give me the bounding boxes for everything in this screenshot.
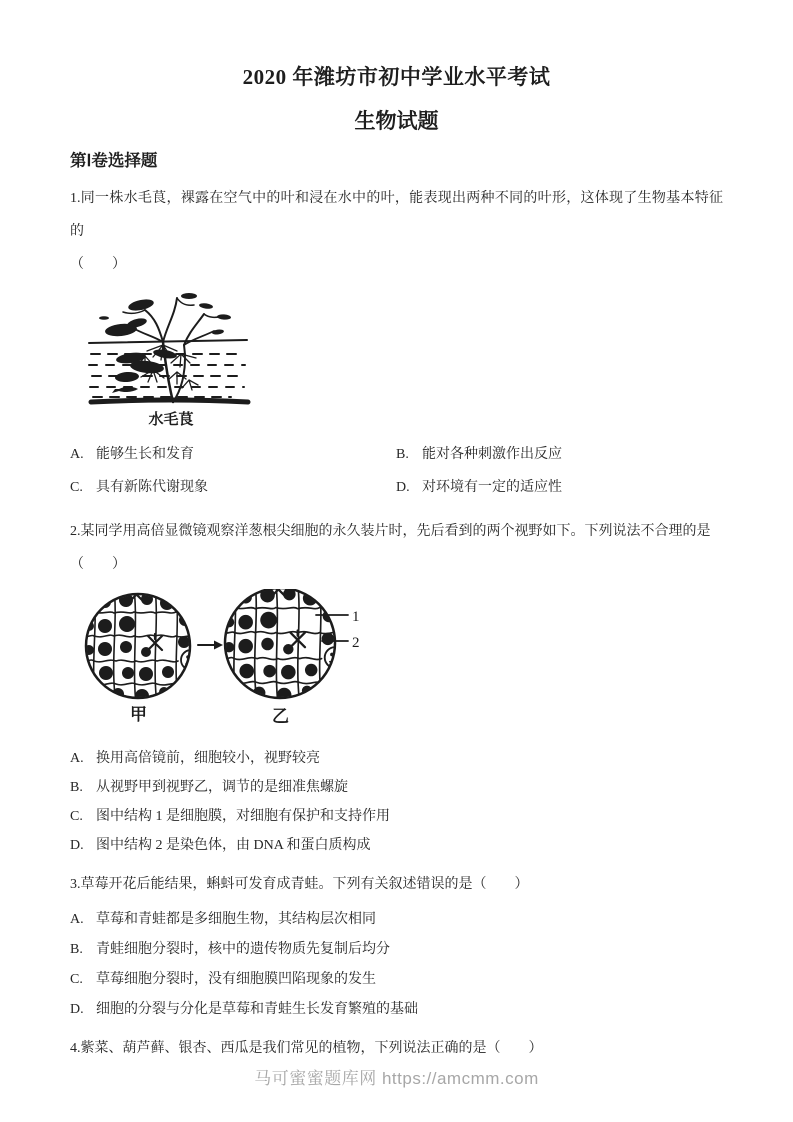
option-c-label: C.	[70, 809, 83, 824]
question-2-figure	[82, 589, 384, 731]
question-3-stem: 3.草莓开花后能结果，蝌蚪可发育成青蛙。下列有关叙述错误的是（ ）	[70, 877, 529, 892]
view-jia-label: 甲	[130, 705, 147, 724]
option-a	[70, 438, 396, 471]
question-2-answer-blank: （ ）	[70, 557, 126, 572]
question-1-answer-blank: （ ）	[70, 257, 126, 272]
view-yi-label: 乙	[272, 707, 289, 726]
option-a	[70, 744, 723, 773]
option-b	[70, 935, 723, 965]
question-2-options	[70, 744, 723, 860]
option-d	[70, 831, 723, 860]
watermark-footer: 马可蜜蜜题库网 https://amcmm.com	[254, 1069, 539, 1088]
section-heading: 第Ⅰ卷选择题	[70, 151, 158, 170]
option-b-label: B.	[396, 447, 409, 462]
option-a-text: 换用高倍镜前，细胞较小，视野较亮	[96, 751, 320, 766]
option-b	[70, 773, 723, 802]
option-b-label: B.	[70, 942, 83, 957]
structure-2-label: 2	[352, 635, 360, 651]
option-a	[70, 905, 723, 935]
option-a-label: A.	[70, 912, 84, 927]
option-c-label: C.	[70, 480, 83, 495]
microscope-views-illustration	[82, 589, 384, 726]
option-c-text: 图中结构 1 是细胞膜，对细胞有保护和支持作用	[96, 809, 390, 824]
question-4-stem: 4.紫菜、葫芦藓、银杏、西瓜是我们常见的植物，下列说法正确的是（ ）	[70, 1041, 543, 1056]
option-b-label: B.	[70, 780, 83, 795]
option-c	[70, 471, 396, 504]
option-d-text: 对环境有一定的适应性	[422, 480, 562, 495]
option-c-text: 具有新陈代谢现象	[96, 480, 208, 495]
question-1-figure	[85, 290, 257, 429]
option-d	[70, 995, 723, 1025]
question-1-stem: 1.同一株水毛茛，裸露在空气中的叶和浸在水中的叶，能表现出两种不同的叶形，这体现了生物基本特征的	[70, 191, 723, 239]
question-2	[70, 515, 723, 581]
option-d	[396, 471, 723, 504]
option-b	[396, 438, 723, 471]
option-d-label: D.	[70, 1002, 84, 1017]
option-b-text: 青蛙细胞分裂时，核中的遗传物质先复制后均分	[96, 942, 390, 957]
option-d-label: D.	[70, 838, 84, 853]
option-d-text: 图中结构 2 是染色体，由 DNA 和蛋白质构成	[96, 838, 371, 853]
water-buttercup-illustration	[85, 290, 257, 406]
option-b-text: 能对各种刺激作出反应	[422, 447, 562, 462]
page-subtitle: 生物试题	[354, 109, 439, 133]
option-a-text: 草莓和青蛙都是多细胞生物，其结构层次相同	[96, 912, 376, 927]
option-d-text: 细胞的分裂与分化是草莓和青蛙生长发育繁殖的基础	[96, 1002, 418, 1017]
option-a-text: 能够生长和发育	[96, 447, 194, 462]
option-b-text: 从视野甲到视野乙，调节的是细准焦螺旋	[96, 780, 348, 795]
option-a-label: A.	[70, 751, 84, 766]
option-c-label: C.	[70, 972, 83, 987]
option-a-label: A.	[70, 447, 84, 462]
option-c	[70, 965, 723, 995]
option-c-text: 草莓细胞分裂时，没有细胞膜凹陷现象的发生	[96, 972, 376, 987]
structure-1-label: 1	[352, 609, 360, 625]
question-4	[70, 1034, 723, 1064]
option-c	[70, 802, 723, 831]
figure-caption: 水毛茛	[148, 412, 194, 428]
question-3	[70, 870, 723, 900]
question-1-options	[70, 438, 723, 504]
option-d-label: D.	[396, 480, 410, 495]
question-1	[70, 182, 723, 281]
question-3-options	[70, 905, 723, 1025]
question-2-stem: 2.某同学用高倍显微镜观察洋葱根尖细胞的永久装片时，先后看到的两个视野如下。下列说法不合理的是	[70, 524, 711, 539]
page-title: 2020 年潍坊市初中学业水平考试	[242, 65, 551, 89]
